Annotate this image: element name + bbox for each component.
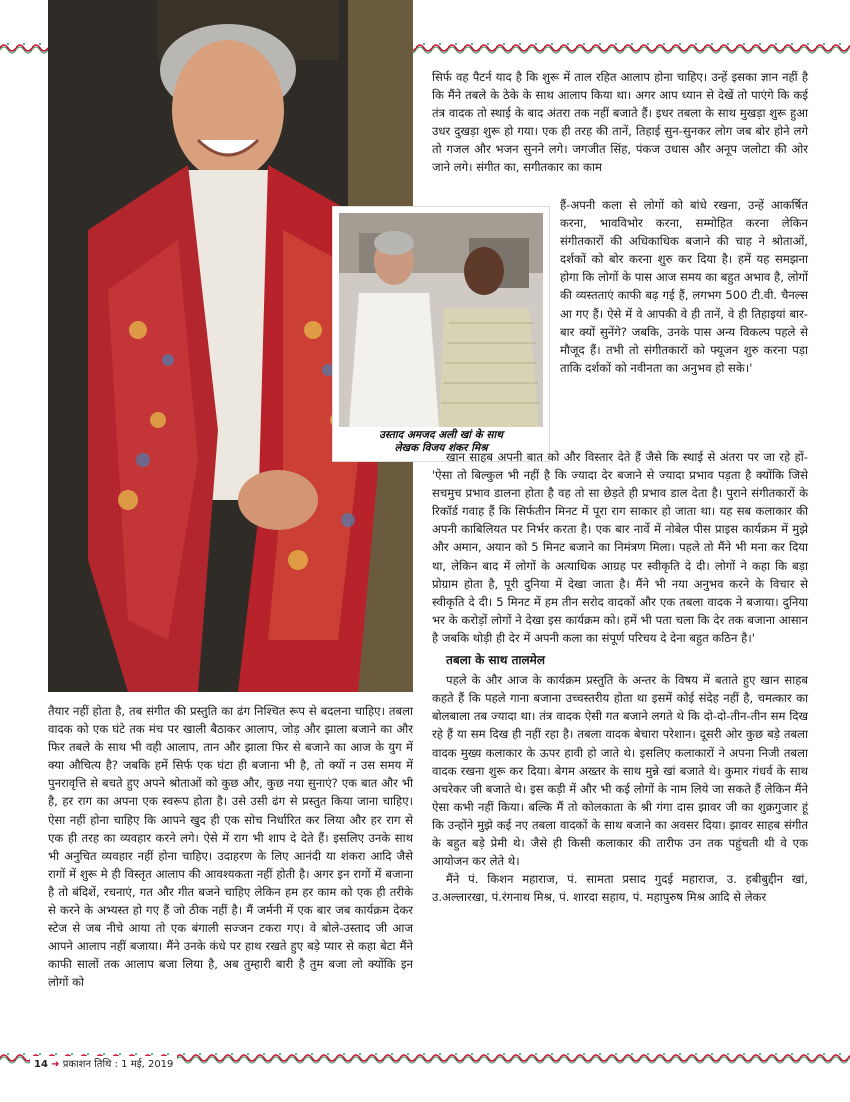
- article-paragraph: पहले के और आज के कार्यक्रम प्रस्तुति के अन्तर के विषय में बताते हुए खान साहब कहते हैं कि पहले गाना बजाना उच्चस्तरीय होता था इसमें कोई संदेह नहीं है, चमत्कार का बोलबाला तब ज्यादा था। तंत्र वादक ऐसी गत बजाने लगते थे कि दो-दो-तीन-तीन सम दिख रहे हैं या सम दिख ही नहीं रहा है। तबला वादक बेचारा परेशान। दूसरी ओर कुछ बड़े तबला वादक मुख्य कलाकार के ऊपर हावी हो जाते थे। इसलिए कलाकारों ने अपना निजी तबला वादक रखना शुरू कर दिया। बेगम अख्तर के साथ मुन्ने खां बजाते थे। कुमार गंधर्व के साथ अचरेकर जी बजाते थे। इस कड़ी में और भी कई लोगों के नाम लिये जा सकते हैं लेकिन मैंने ऐसा कभी नहीं किया। बल्कि मैं तो कोलकाता के श्री गंगा दास झावर जी का शुक्रगुजार हूं कि उन्होंने मुझे कई नए तबला वादकों के साथ बजाने का अवसर दिया। झावर साहब संगीत के बहुत बड़े प्रेमी थे। जैसे ही किसी कलाकार की तारीफ उन तक पहुंचती थी वे एक आयोजन कर लेते थे।: [432, 673, 808, 869]
- inset-photo: [339, 213, 543, 427]
- inset-photo-frame: [333, 207, 549, 461]
- article-paragraph: खान साहब अपनी बात को और विस्तार देते हैं जैसे कि स्थाई से अंतरा पर जा रहे हों- 'ऐसा तो बिल्कुल भी नहीं है कि ज्यादा देर बजाने से ज्यादा प्रभाव पड़ता है क्योंकि जिसे सचमुच प्रभाव डालना होता है वह तो सा छेड़ते ही प्रभाव डाल देता है। पुराने संगीतकारों के रिकॉर्ड गवाह हैं कि सिर्फतीन मिनट में पूरा राग साकार हो जाता था। यह सब कलाकार की अपनी काबिलियत पर निर्भर करता है। एक बार नार्वे में नोबेल पीस प्राइस कार्यक्रम में मुझे और अमान, अयान को 5 मिनट बजाने का निमंत्रण मिला। पहले तो मैंने भी मना कर दिया था, लेकिन बाद में लोगों के अत्याधिक आग्रह पर स्वीकृति दे दी। लोगों ने कहा कि बड़ा प्रोग्राम होता है, पूरी दुनिया में देखा जाता है। मैंने भी नया अनुभव करने के विचार से स्वीकृति दे दी। 5 मिनट में हम तीन सरोद वादकों और एक तबला वादक ने बजाया। दुनिया भर के करोड़ों लोगों ने देखा इस कार्यक्रम को। हमें भी पता चला कि देर तक बजाना आसान है जबकि थोड़ी ही देर में अपनी कला का संपूर्ण परिचय दे देना बहुत कठिन है।': [432, 450, 808, 645]
- publication-date: प्रकाशन तिथि : 1 मई, 2019: [62, 1059, 174, 1070]
- article-paragraph: मैंने पं. किशन महाराज, पं. सामता प्रसाद गुदई महाराज, उ. हबीबुद्दीन खां, उ.अल्लारखा, पं.रंगनाथ मिश्र, पं. शारदा सहाय, पं. महापुरुष मिश्र आदि से लेकर: [432, 872, 808, 905]
- page-footer: [30, 1056, 177, 1070]
- article-column-right-body: [432, 448, 808, 906]
- caption-line-1: उस्ताद अमजद अली खां के साथ: [379, 429, 503, 441]
- article-paragraph-left: तैयार नहीं होता है, तब संगीत की प्रस्तुति का ढंग निश्चित रूप से बदलना चाहिए। तबला वादक को एक घंटे तक मंच पर खाली बैठाकर आलाप, जोड़ और झाला बजाने का और फिर तबले के साथ भी वही आलाप, तान और झाला फिर से बजाने का आज के युग में क्या औचित्य है? जबकि हमें सिर्फ एक घंटा ही बजाना भी है, तो क्यों न उस समय में पुनरावृत्ति से बचते हुए अपने श्रोताओं को कुछ और, कुछ नया सुनाएं? एक बात और भी है, हर राग का अपना एक स्वरूप होता है। उसे उसी ढंग से प्रस्तुत किया जाना चाहिए। ऐसा नहीं होना चाहिए कि आपने खुद ही एक सोच निर्धारित कर लिया और हर राग से एक ही तरह का व्यवहार करने लगे। ऐसे में राग भी शाप दे देते हैं। इसलिए उनके साथ भी अनुचित व्यवहार नहीं होना चाहिए। उदाहरण के लिए आनंदी या शंकरा आदि जैसे रागों में शुरू मे ही विस्तृत आलाप की आवश्यकता नहीं होती है। अगर इन रागों में बजाना है तो बंदिशें, रचनाएं, गत और गीत बजने चाहिए लेकिन हम हर काम को एक ही तरीके से करने के अभ्यस्त हो गए हैं जो ठीक नहीं है। मैं जर्मनी में एक बार जब कार्यक्रम देकर स्टेज से जब नीचे आया तो एक बंगाली सज्जन टकरा गए। वे बोले-उस्ताद जी आज आपने आलाप नहीं बजाया। मैंने उनके कंधे पर हाथ रखते हुए बड़े प्यार से कहा बेटा मैंने काफी सालों तक आलाप बजा लिया है, अब तुम्हारी बारी है तुम बजा लो क्योंकि इन लोगों को: [48, 704, 413, 990]
- caption-line-2: लेखक विजय शंकर मिश्र: [394, 442, 488, 454]
- article-paragraph-right-top: सिर्फ वह पैटर्न याद है कि शुरू में ताल रहित आलाप होना चाहिए। उन्हें इसका ज्ञान नहीं है कि मैंने तबले के ठेके के साथ आलाप किया था। अगर आप ध्यान से देखें तो पाएंगे कि कई तंत्र वादक तो स्थाई के बाद अंतरा तक नहीं बजाते हैं। इधर तबला के साथ मुखड़ा शुरू हुआ उधर दुखड़ा शुरू हो गया। एक ही तरह की तानें, तिहाई सुन-सुनकर लोग जब बोर होने लगे तो गजल और भजन सुनने लगे। जगजीत सिंह, पंकज उधास और अनूप जलोटा की ओर जाने लगे। संगीत का, सगीतकार का काम: [432, 70, 808, 175]
- page-number: 14: [34, 1059, 48, 1070]
- section-subheading: तबला के साथ तालमेल: [446, 653, 545, 668]
- footer-arrow-icon: ➜: [51, 1059, 60, 1070]
- article-paragraph-right-wrap: हैं-अपनी कला से लोगों को बांधे रखना, उन्हें आकर्षित करना, भावविभोर करना, सम्मोहित करना लेकिन संगीतकारों की अधिकाधिक बजाने की चाह ने श्रोताओं, दर्शकों को बोर करना शुरु कर दिया है। हमें यह समझना होगा कि लोगों के पास आज समय का बहुत अभाव है, लोगों की व्यस्तताएं काफी बढ़ गई हैं, लगभग 500 टी.वी. चैनल्स आ गए हैं। ऐसे में वे आपकी वे ही तानें, वे ही तिहाइयां बार-बार क्यों सुनेंगे? जबकि, उनके पास अन्य विकल्प पहले से मौजूद हैं। तभी तो संगीतकारों को फ्यूजन शुरु करना पड़ा ताकि दर्शकों को नवीनता का अनुभव हो सके।': [560, 198, 808, 375]
